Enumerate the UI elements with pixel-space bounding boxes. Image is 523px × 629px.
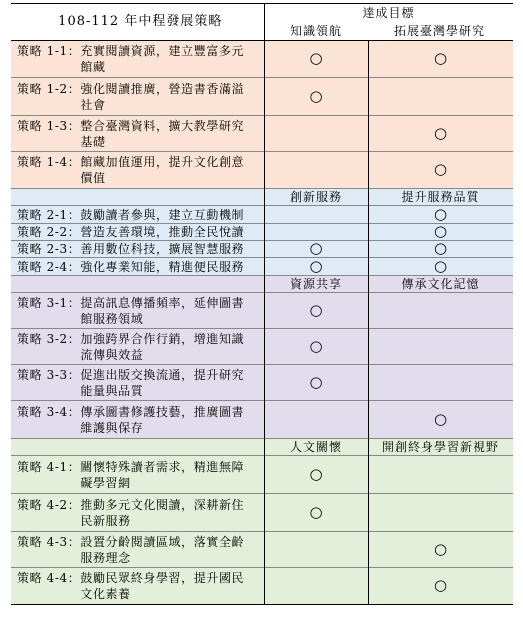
circle-mark-icon: ○ <box>433 256 448 275</box>
group-4-goal-header-row <box>11 439 513 456</box>
strategy-text-block <box>17 118 264 150</box>
group-header-spacer <box>11 189 264 206</box>
goal-2-mark-cell <box>368 258 513 276</box>
goal-2-mark-cell <box>368 206 513 224</box>
goal-1-mark-cell <box>264 152 368 189</box>
circle-mark-icon: ○ <box>309 336 323 355</box>
goal-2-mark-cell <box>368 224 513 241</box>
circle-mark-icon: ○ <box>433 160 448 178</box>
strategy-description: 營造友善環境，推動全民悅讀 <box>80 225 245 239</box>
circle-mark-icon: ○ <box>309 256 323 275</box>
strategy-cell <box>11 41 264 78</box>
strategy-row <box>11 494 513 532</box>
strategy-text-block <box>17 207 264 223</box>
goal-1-mark-cell <box>264 78 368 116</box>
strategy-row <box>11 152 513 189</box>
goal-1-mark-cell <box>264 206 368 224</box>
goal-2-mark-cell <box>368 78 513 116</box>
strategy-description: 促進出版交換流通，提升研究 能量與品質 <box>80 367 245 398</box>
goal-2-mark-cell <box>368 401 513 439</box>
strategy-id: 策略 3-4： <box>17 404 81 419</box>
strategy-id: 策略 2-3： <box>17 242 81 256</box>
strategy-text-block <box>17 459 264 491</box>
strategy-id: 策略 4-1： <box>17 459 81 474</box>
strategy-title: 108-112 年中程發展策略 <box>58 14 223 29</box>
circle-mark-icon: ○ <box>433 49 448 67</box>
goal-1-mark-cell <box>264 329 368 365</box>
strategy-id: 策略 1-1： <box>17 44 81 58</box>
strategy-description: 充實閱讀資源，建立豐富多元 館藏 <box>80 44 245 74</box>
strategy-text-block <box>17 331 264 363</box>
group-3-goal-2-label: 傳承文化記憶 <box>368 276 513 293</box>
goal-2-mark-cell <box>368 329 513 365</box>
goal-2-mark-cell <box>368 116 513 152</box>
circle-mark-icon: ○ <box>433 204 448 223</box>
goal-title: 達成目標 <box>362 6 415 20</box>
strategy-text-block <box>17 259 264 275</box>
strategy-row <box>11 116 513 152</box>
strategy-id: 策略 4-3： <box>17 534 81 549</box>
circle-mark-icon: ○ <box>309 300 323 319</box>
strategy-id: 策略 3-3： <box>17 367 81 382</box>
circle-mark-icon: ○ <box>309 502 323 521</box>
goal-2-mark-cell <box>368 41 513 78</box>
circle-mark-icon: ○ <box>309 86 323 105</box>
strategy-cell <box>11 532 264 568</box>
goal-2-mark-cell <box>368 293 513 329</box>
circle-mark-icon: ○ <box>433 239 448 257</box>
table-header-row <box>11 4 513 41</box>
circle-mark-icon: ○ <box>433 409 448 428</box>
goal-1-mark-cell <box>264 258 368 276</box>
strategy-cell <box>11 568 264 605</box>
strategy-row <box>11 241 513 258</box>
strategy-row <box>11 401 513 439</box>
strategy-text-block <box>17 570 264 602</box>
strategy-id: 策略 4-4： <box>17 571 81 585</box>
circle-mark-icon: ○ <box>309 372 323 391</box>
strategy-cell <box>11 365 264 401</box>
strategy-id: 策略 1-4： <box>17 155 81 169</box>
group-header-spacer <box>11 439 264 456</box>
strategy-id: 策略 3-2： <box>17 331 81 346</box>
strategy-id: 策略 1-3： <box>17 118 81 133</box>
goal-knowledge-label: 知識領航 <box>289 24 342 38</box>
strategy-cell <box>11 241 264 258</box>
strategy-id: 策略 2-4： <box>17 259 81 274</box>
strategy-description: 強化閱讀推廣，營造書香滿溢 社會 <box>80 81 245 112</box>
strategy-id: 策略 4-2： <box>17 497 81 512</box>
strategy-row <box>11 365 513 401</box>
strategy-cell <box>11 293 264 329</box>
goal-2-mark-cell <box>368 532 513 568</box>
strategy-text-block <box>17 241 264 257</box>
strategy-cell <box>11 258 264 276</box>
strategy-text-block <box>17 367 264 399</box>
strategy-text-block <box>17 154 264 186</box>
goal-2-mark-cell <box>368 494 513 532</box>
group-2-goal-1-label: 創新服務 <box>264 189 368 206</box>
goal-2-mark-cell <box>368 365 513 401</box>
strategy-cell <box>11 224 264 241</box>
group-3-goal-header-row <box>11 276 513 293</box>
strategy-text-block <box>17 81 264 113</box>
strategy-title-cell <box>11 4 264 41</box>
strategy-id: 策略 3-1： <box>17 295 81 310</box>
circle-mark-icon: ○ <box>309 239 323 257</box>
strategy-description: 設置分齡閱讀區域，落實全齡 服務理念 <box>80 534 245 565</box>
strategy-id: 策略 2-1： <box>17 207 81 222</box>
goal-1-mark-cell <box>264 494 368 532</box>
goal-header-cell <box>264 4 513 41</box>
strategy-description: 鼓勵民眾終身學習，提升國民 文化素養 <box>80 571 245 601</box>
goal-1-mark-cell <box>264 224 368 241</box>
strategy-row <box>11 532 513 568</box>
circle-mark-icon: ○ <box>309 49 323 67</box>
group-2-goal-2-label: 提升服務品質 <box>368 189 513 206</box>
circle-mark-icon: ○ <box>433 539 448 558</box>
strategy-row <box>11 41 513 78</box>
strategy-description: 加強跨界合作行銷，增進知識 流傳與效益 <box>80 331 245 362</box>
strategy-row <box>11 329 513 365</box>
group-3-goal-1-label: 資源共享 <box>264 276 368 293</box>
group-header-spacer <box>11 276 264 293</box>
strategy-row <box>11 568 513 605</box>
strategy-description: 館藏加值運用，提升文化創意 價值 <box>80 155 245 185</box>
goal-1-mark-cell <box>264 241 368 258</box>
goal-2-mark-cell <box>368 568 513 605</box>
group-4-goal-2-label: 開創終身學習新視野 <box>368 439 513 456</box>
strategy-text-block <box>17 295 264 327</box>
strategy-id: 策略 2-2： <box>17 225 81 239</box>
goal-1-mark-cell <box>264 41 368 78</box>
strategy-cell <box>11 152 264 189</box>
strategy-row <box>11 258 513 276</box>
strategy-description: 整合臺灣資料，擴大教學研究 基礎 <box>80 118 245 149</box>
strategy-description: 關懷特殊讀者需求，精進無障 礙學習網 <box>80 459 245 490</box>
strategy-text-block <box>17 404 264 436</box>
strategy-cell <box>11 494 264 532</box>
strategy-row <box>11 206 513 224</box>
strategy-cell <box>11 78 264 116</box>
goal-1-mark-cell <box>264 401 368 439</box>
group-4-goal-1-label: 人文關懷 <box>264 439 368 456</box>
strategy-row <box>11 293 513 329</box>
strategy-cell <box>11 456 264 494</box>
goal-1-mark-cell <box>264 532 368 568</box>
strategy-description: 提高訊息傳播頻率，延伸圖書 館服務領域 <box>80 295 245 326</box>
strategy-description: 傳承圖書修護技藝，推廣圖書 維護與保存 <box>80 404 245 435</box>
circle-mark-icon: ○ <box>433 222 448 240</box>
goal-2-mark-cell <box>368 241 513 258</box>
circle-mark-icon: ○ <box>433 123 448 142</box>
strategy-description: 強化專業知能，精進便民服務 <box>80 259 245 274</box>
goal-1-mark-cell <box>264 116 368 152</box>
strategy-cell <box>11 401 264 439</box>
goal-2-mark-cell <box>368 152 513 189</box>
goal-2-mark-cell <box>368 456 513 494</box>
circle-mark-icon: ○ <box>309 464 323 483</box>
strategy-id: 策略 1-2： <box>17 81 81 96</box>
strategy-cell <box>11 116 264 152</box>
strategy-row <box>11 456 513 494</box>
goal-1-mark-cell <box>264 456 368 494</box>
goal-1-mark-cell <box>264 568 368 605</box>
strategy-text-block <box>17 497 264 529</box>
strategy-cell <box>11 206 264 224</box>
group-2-goal-header-row <box>11 189 513 206</box>
strategy-description: 推動多元文化閱讀，深耕新住 民新服務 <box>80 497 245 528</box>
goal-1-mark-cell <box>264 293 368 329</box>
circle-mark-icon: ○ <box>433 576 448 594</box>
strategy-goal-table <box>11 3 513 605</box>
goal-taiwan-studies-label: 拓展臺灣學研究 <box>393 24 485 38</box>
strategy-row <box>11 78 513 116</box>
strategy-description: 善用數位科技，擴展智慧服務 <box>80 242 245 256</box>
strategy-text-block <box>17 43 264 75</box>
strategy-text-block <box>17 224 264 240</box>
goal-1-mark-cell <box>264 365 368 401</box>
strategy-description: 鼓勵讀者參與，建立互動機制 <box>80 207 245 222</box>
strategy-text-block <box>17 534 264 566</box>
strategy-row <box>11 224 513 241</box>
strategy-cell <box>11 329 264 365</box>
